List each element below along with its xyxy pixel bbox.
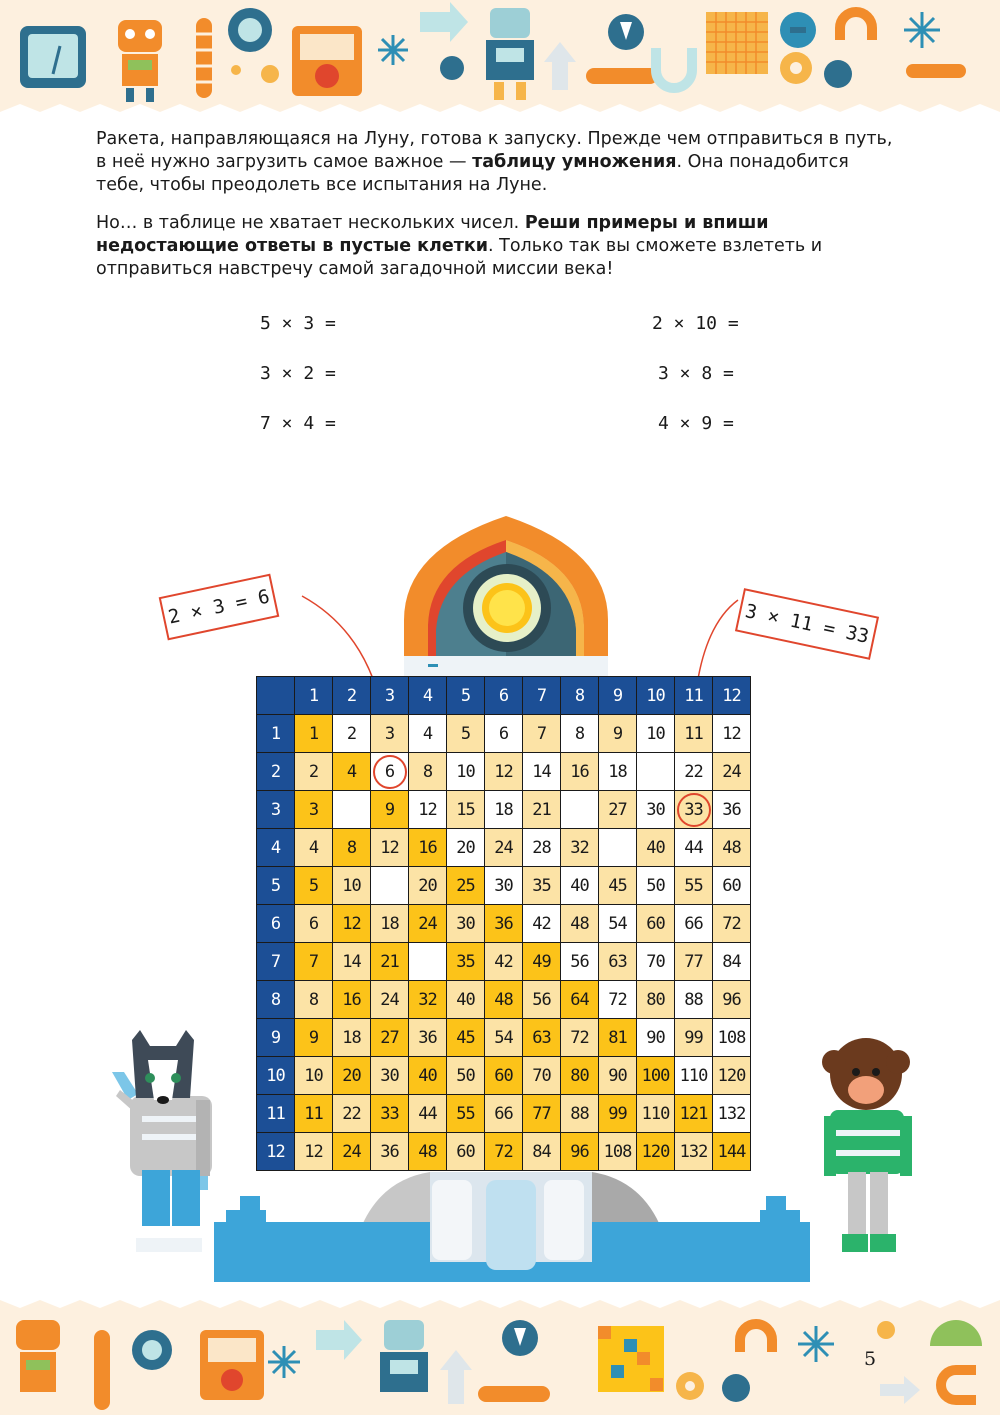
highlighted-cell — [371, 753, 409, 791]
table-cell: 12 — [485, 753, 523, 791]
table-cell: 72 — [713, 905, 751, 943]
table-cell: 15 — [447, 791, 485, 829]
table-cell: 72 — [485, 1133, 523, 1171]
bottom-decorative-band — [0, 1300, 1000, 1415]
meter-icon — [200, 1330, 264, 1400]
table-row — [257, 753, 751, 791]
column-header: 6 — [485, 677, 523, 715]
table-cell: 10 — [447, 753, 485, 791]
robot-icon — [16, 1320, 60, 1392]
table-header-row — [257, 677, 751, 715]
table-cell: 9 — [599, 715, 637, 753]
table-cell: 32 — [561, 829, 599, 867]
table-cell: 12 — [409, 791, 447, 829]
table-cell: 55 — [447, 1095, 485, 1133]
table-cell: 64 — [561, 981, 599, 1019]
example-1: 5 × 3 = — [260, 313, 336, 334]
table-cell: 120 — [637, 1133, 675, 1171]
table-cell: 60 — [447, 1133, 485, 1171]
table-cell: 77 — [523, 1095, 561, 1133]
table-cell: 40 — [637, 829, 675, 867]
empty-answer-cell[interactable] — [409, 943, 447, 981]
table-cell: 81 — [599, 1019, 637, 1057]
rocket-nose — [404, 516, 608, 680]
table-cell: 35 — [523, 867, 561, 905]
table-cell: 24 — [713, 753, 751, 791]
table-cell: 8 — [295, 981, 333, 1019]
table-cell: 12 — [713, 715, 751, 753]
gear-icon — [877, 1321, 895, 1339]
table-cell: 4 — [409, 715, 447, 753]
table-cell: 132 — [713, 1095, 751, 1133]
table-cell: 12 — [333, 905, 371, 943]
row-header: 9 — [257, 1019, 295, 1057]
empty-answer-cell[interactable] — [599, 829, 637, 867]
table-cell: 10 — [637, 715, 675, 753]
arrow-up-icon — [440, 1350, 472, 1404]
highlighted-cell-value: 6 — [373, 755, 407, 789]
table-cell: 72 — [599, 981, 637, 1019]
table-cell: 30 — [485, 867, 523, 905]
table-cell: 20 — [333, 1057, 371, 1095]
table-cell: 66 — [675, 905, 713, 943]
snowflake-icon — [268, 1346, 300, 1378]
table-cell: 9 — [295, 1019, 333, 1057]
table-cell: 48 — [561, 905, 599, 943]
table-row — [257, 1057, 751, 1095]
table-cell: 48 — [485, 981, 523, 1019]
multiplication-table — [256, 676, 751, 1171]
table-cell: 80 — [637, 981, 675, 1019]
row-header: 4 — [257, 829, 295, 867]
table-cell: 21 — [523, 791, 561, 829]
magnet-icon — [941, 1370, 976, 1400]
table-cell: 33 — [371, 1095, 409, 1133]
table-cell: 24 — [371, 981, 409, 1019]
table-cell: 120 — [713, 1057, 751, 1095]
lightbulb-icon — [502, 1320, 538, 1356]
table-row — [257, 715, 751, 753]
table-cell: 70 — [637, 943, 675, 981]
table-cell: 25 — [447, 867, 485, 905]
example-2: 2 × 10 = — [652, 313, 739, 334]
example-4: 3 × 8 = — [658, 363, 734, 384]
table-cell: 99 — [675, 1019, 713, 1057]
table-cell: 56 — [523, 981, 561, 1019]
table-row — [257, 829, 751, 867]
table-cell: 84 — [713, 943, 751, 981]
column-header: 7 — [523, 677, 561, 715]
table-cell: 96 — [561, 1133, 599, 1171]
table-cell: 40 — [447, 981, 485, 1019]
table-cell: 63 — [599, 943, 637, 981]
table-cell: 30 — [637, 791, 675, 829]
column-header: 10 — [637, 677, 675, 715]
table-cell: 24 — [333, 1133, 371, 1171]
grid-icon — [598, 1326, 664, 1392]
table-cell: 63 — [523, 1019, 561, 1057]
table-cell: 24 — [409, 905, 447, 943]
table-cell: 144 — [713, 1133, 751, 1171]
table-cell: 132 — [675, 1133, 713, 1171]
table-cell: 18 — [371, 905, 409, 943]
column-header: 1 — [295, 677, 333, 715]
callout-example-left: 2 × 3 = 6 — [159, 574, 280, 641]
table-cell: 16 — [333, 981, 371, 1019]
table-cell: 121 — [675, 1095, 713, 1133]
table-row — [257, 1133, 751, 1171]
table-cell: 28 — [523, 829, 561, 867]
coil-icon — [94, 1330, 110, 1410]
table-cell: 27 — [599, 791, 637, 829]
table-cell: 36 — [485, 905, 523, 943]
arrow-icon — [316, 1320, 362, 1360]
table-cell: 12 — [295, 1133, 333, 1171]
table-cell: 60 — [637, 905, 675, 943]
table-cell: 90 — [637, 1019, 675, 1057]
empty-answer-cell[interactable] — [637, 753, 675, 791]
table-cell: 56 — [561, 943, 599, 981]
table-cell: 88 — [561, 1095, 599, 1133]
table-cell: 35 — [447, 943, 485, 981]
row-header: 6 — [257, 905, 295, 943]
table-cell: 42 — [523, 905, 561, 943]
robot-icon — [380, 1320, 428, 1392]
bottom-band-icons — [0, 1300, 1000, 1415]
column-header: 11 — [675, 677, 713, 715]
callout-example-right: 3 × 11 = 33 — [735, 588, 879, 660]
row-header: 1 — [257, 715, 295, 753]
table-cell: 45 — [447, 1019, 485, 1057]
table-cell: 80 — [561, 1057, 599, 1095]
table-row — [257, 905, 751, 943]
table-cell: 11 — [295, 1095, 333, 1133]
table-cell: 30 — [371, 1057, 409, 1095]
table-cell: 14 — [523, 753, 561, 791]
row-header: 3 — [257, 791, 295, 829]
table-cell: 3 — [295, 791, 333, 829]
table-row — [257, 867, 751, 905]
table-cell: 18 — [333, 1019, 371, 1057]
empty-answer-cell[interactable] — [561, 791, 599, 829]
rocket-base — [214, 1172, 810, 1282]
magnet-icon — [722, 1324, 772, 1402]
table-cell: 2 — [295, 753, 333, 791]
table-cell: 44 — [675, 829, 713, 867]
table-cell: 4 — [333, 753, 371, 791]
table-cell: 96 — [713, 981, 751, 1019]
table-cell: 54 — [485, 1019, 523, 1057]
row-header: 5 — [257, 867, 295, 905]
task-instruction: Реши примеры и впиши недостающие ответы в пустые клетки — [96, 213, 769, 256]
table-cell: 108 — [713, 1019, 751, 1057]
table-cell: 27 — [371, 1019, 409, 1057]
column-header: 5 — [447, 677, 485, 715]
table-row — [257, 981, 751, 1019]
table-cell: 16 — [409, 829, 447, 867]
table-cell: 48 — [409, 1133, 447, 1171]
table-cell: 50 — [637, 867, 675, 905]
table-cell: 66 — [485, 1095, 523, 1133]
table-cell: 11 — [675, 715, 713, 753]
table-cell: 20 — [409, 867, 447, 905]
row-header: 11 — [257, 1095, 295, 1133]
table-cell: 5 — [447, 715, 485, 753]
table-cell: 40 — [561, 867, 599, 905]
example-3: 3 × 2 = — [260, 363, 336, 384]
table-cell: 6 — [485, 715, 523, 753]
column-header: 2 — [333, 677, 371, 715]
example-6: 4 × 9 = — [658, 413, 734, 434]
table-cell: 60 — [485, 1057, 523, 1095]
table-cell: 48 — [713, 829, 751, 867]
row-header: 12 — [257, 1133, 295, 1171]
fan-icon — [930, 1320, 982, 1346]
table-cell: 24 — [485, 829, 523, 867]
table-cell: 70 — [523, 1057, 561, 1095]
husky-astronaut — [112, 1030, 212, 1252]
table-cell: 4 — [295, 829, 333, 867]
table-cell: 6 — [295, 905, 333, 943]
table-cell: 2 — [333, 715, 371, 753]
coil-icon — [478, 1386, 550, 1402]
table-cell: 45 — [599, 867, 637, 905]
row-header: 8 — [257, 981, 295, 1019]
table-cell: 42 — [485, 943, 523, 981]
table-cell: 12 — [371, 829, 409, 867]
table-cell: 7 — [295, 943, 333, 981]
table-cell: 100 — [637, 1057, 675, 1095]
table-cell: 3 — [371, 715, 409, 753]
table-cell: 50 — [447, 1057, 485, 1095]
snowflake-icon — [798, 1326, 834, 1362]
table-cell: 16 — [561, 753, 599, 791]
table-cell: 9 — [371, 791, 409, 829]
empty-answer-cell[interactable] — [333, 791, 371, 829]
table-cell: 7 — [523, 715, 561, 753]
table-cell: 5 — [295, 867, 333, 905]
column-header: 12 — [713, 677, 751, 715]
empty-answer-cell[interactable] — [371, 867, 409, 905]
table-cell: 36 — [713, 791, 751, 829]
table-cell: 20 — [447, 829, 485, 867]
table-cell: 18 — [485, 791, 523, 829]
table-cell: 22 — [333, 1095, 371, 1133]
table-row — [257, 1095, 751, 1133]
table-cell: 30 — [447, 905, 485, 943]
table-cell: 55 — [675, 867, 713, 905]
table-cell: 110 — [637, 1095, 675, 1133]
table-cell: 60 — [713, 867, 751, 905]
table-cell: 110 — [675, 1057, 713, 1095]
table-row — [257, 943, 751, 981]
lightbulb-icon — [132, 1330, 172, 1370]
table-cell: 22 — [675, 753, 713, 791]
table-cell: 1 — [295, 715, 333, 753]
table-cell: 99 — [599, 1095, 637, 1133]
table-cell: 108 — [599, 1133, 637, 1171]
table-cell: 77 — [675, 943, 713, 981]
table-cell: 8 — [561, 715, 599, 753]
highlighted-cell — [675, 791, 713, 829]
table-cell: 8 — [333, 829, 371, 867]
page-number: 5 — [864, 1348, 877, 1370]
table-cell: 36 — [371, 1133, 409, 1171]
table-cell: 49 — [523, 943, 561, 981]
column-header: 9 — [599, 677, 637, 715]
table-row — [257, 1019, 751, 1057]
row-header: 7 — [257, 943, 295, 981]
table-cell: 18 — [599, 753, 637, 791]
column-header: 8 — [561, 677, 599, 715]
intro-bold-phrase: таблицу умножения — [472, 152, 677, 172]
monkey-astronaut — [822, 1038, 912, 1252]
column-header: 4 — [409, 677, 447, 715]
table-cell: 40 — [409, 1057, 447, 1095]
table-cell: 21 — [371, 943, 409, 981]
table-cell: 84 — [523, 1133, 561, 1171]
example-5: 7 × 4 = — [260, 413, 336, 434]
table-cell: 54 — [599, 905, 637, 943]
table-cell: 88 — [675, 981, 713, 1019]
gear-icon — [676, 1372, 704, 1400]
table-cell: 10 — [333, 867, 371, 905]
table-row — [257, 791, 751, 829]
intro-paragraph-1: Ракета, направляющаяся на Луну, готова к запуску. Прежде чем отправиться в путь, в неё нужно загрузить самое важное — таблицу умножения. Она понадобится тебе, чтобы преодолеть все испытания на Луне. — [96, 129, 893, 195]
table-corner — [257, 677, 295, 715]
table-cell: 44 — [409, 1095, 447, 1133]
highlighted-cell-value: 33 — [677, 793, 711, 827]
table-cell: 36 — [409, 1019, 447, 1057]
row-header: 10 — [257, 1057, 295, 1095]
column-header: 3 — [371, 677, 409, 715]
row-header: 2 — [257, 753, 295, 791]
table-cell: 14 — [333, 943, 371, 981]
table-cell: 10 — [295, 1057, 333, 1095]
table-cell: 32 — [409, 981, 447, 1019]
table-cell: 8 — [409, 753, 447, 791]
table-cell: 90 — [599, 1057, 637, 1095]
table-cell: 72 — [561, 1019, 599, 1057]
arrow-icon — [880, 1376, 920, 1404]
intro-paragraph-2: Но… в таблице не хватает нескольких чисел. Реши примеры и впиши недостающие ответы в пустые клетки. Только так вы сможете взлететь и отправиться навстречу самой загадочной миссии века! — [96, 213, 823, 279]
